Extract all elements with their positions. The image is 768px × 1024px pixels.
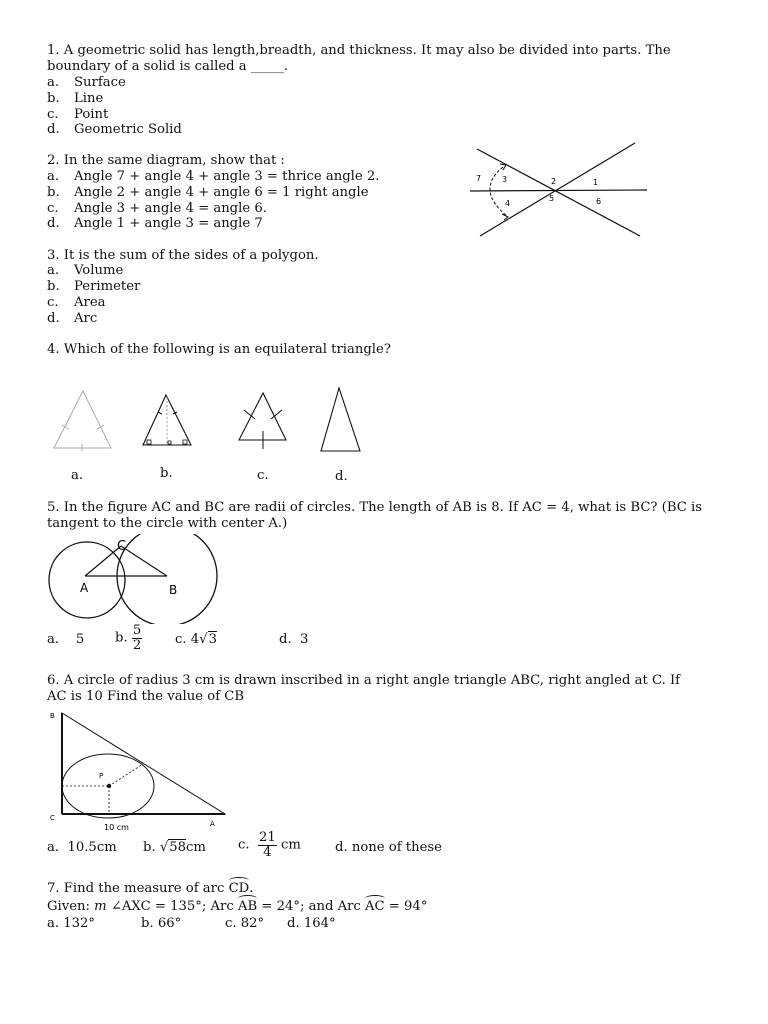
q2-option-a xyxy=(47,169,379,185)
q1-stem-line1: 1. A geometric solid has length,breadth, and thickness. It may also be divided into parts. The xyxy=(47,43,671,58)
q2-option-d xyxy=(47,216,263,232)
q1-option-b xyxy=(47,91,103,107)
q1-option-c xyxy=(47,107,108,123)
diagram-line-3 xyxy=(470,190,647,191)
option-text: Area xyxy=(74,295,106,310)
option-value: 3 xyxy=(300,632,309,647)
option-text: 132° xyxy=(63,916,96,931)
q5-option-a xyxy=(47,632,84,648)
option-text: Arc xyxy=(74,311,98,326)
given-angle: ∠AXC = 135°; Arc xyxy=(106,899,238,914)
option-letter: b. xyxy=(47,91,60,106)
fraction-numerator: 5 xyxy=(132,623,142,638)
vertex-label-b: B xyxy=(50,712,55,720)
q1-option-a xyxy=(47,75,126,91)
point-label-b: B xyxy=(169,583,178,597)
fraction-denominator: 2 xyxy=(132,638,142,653)
option-letter: a. xyxy=(47,169,60,184)
option-text: Angle 2 + angle 4 + angle 6 = 1 right angle xyxy=(74,185,369,200)
base-length-label: 10 cm xyxy=(104,823,129,832)
q6-option-c xyxy=(238,831,301,860)
fraction-denominator: 4 xyxy=(263,845,272,860)
right-angle-mark xyxy=(168,441,171,444)
option-letter: d. xyxy=(47,311,60,326)
option-text: Angle 3 + angle 4 = angle 6. xyxy=(74,201,267,216)
option-value: 5 xyxy=(75,632,85,647)
q5-option-c xyxy=(175,632,217,648)
triangle-d xyxy=(321,388,360,451)
option-letter: a. xyxy=(47,263,60,278)
given-end: = 94° xyxy=(384,899,428,914)
q6-inscribed-circle-figure xyxy=(45,707,235,835)
option-text: Angle 7 + angle 4 + angle 3 = thrice angle 2. xyxy=(74,169,380,184)
q7-given xyxy=(47,899,427,915)
arc-ab: AB xyxy=(237,899,258,914)
angle-label-4: 4 xyxy=(505,199,511,208)
circle-b xyxy=(117,534,217,624)
q7-option-a xyxy=(47,916,95,932)
option-value: none of these xyxy=(351,840,442,855)
triangle-a xyxy=(54,391,111,448)
q4-label-a: a. xyxy=(71,468,84,483)
q5-stem-line1: 5. In the figure AC and BC are radii of circles. The length of AB is 8. If AC = 4, what is BC? (BC is xyxy=(47,500,703,515)
option-letter: d. xyxy=(279,632,292,647)
center-label-p: P xyxy=(99,772,104,780)
option-letter: c. xyxy=(225,916,237,931)
point-label-c: C xyxy=(117,539,127,554)
option-text: Volume xyxy=(74,263,124,278)
q5-option-d xyxy=(279,632,308,648)
q5-stem-line2: tangent to the circle with center A.) xyxy=(47,516,288,531)
q2-intersecting-lines-diagram xyxy=(465,138,655,242)
option-text: 82° xyxy=(240,916,265,931)
right-angle-mark xyxy=(183,440,187,444)
arc-ac: AC xyxy=(364,899,385,914)
q4-triangles-figure xyxy=(48,385,368,455)
option-letter: d. xyxy=(47,216,60,231)
q3-option-d xyxy=(47,311,97,327)
angle-label-6: 6 xyxy=(596,197,602,206)
tick-mark xyxy=(271,410,282,419)
angle-label-1: 1 xyxy=(593,178,599,187)
q6-option-b xyxy=(143,840,206,856)
q6-stem-line1: 6. A circle of radius 3 cm is drawn inscribed in a right angle triangle ABC, right angled at C. If xyxy=(47,673,681,688)
q7-option-d xyxy=(287,916,336,932)
sqrt-sign-icon: √ xyxy=(199,632,208,647)
option-letter: c. xyxy=(47,295,59,310)
right-triangle xyxy=(62,713,225,814)
option-letter: b. xyxy=(143,840,156,855)
unit: cm xyxy=(186,840,206,855)
option-letter: b. xyxy=(141,916,154,931)
arc-cd: CD xyxy=(228,881,250,896)
given-mid: = 24°; and Arc xyxy=(257,899,365,914)
option-value: 10.5cm xyxy=(67,840,117,855)
sqrt-sign-icon: √ xyxy=(159,840,169,855)
q3-option-a xyxy=(47,263,123,279)
option-text: Line xyxy=(74,91,104,106)
option-letter: a. xyxy=(47,75,60,90)
option-letter: c. xyxy=(47,107,59,122)
point-label-a: A xyxy=(80,581,89,595)
radius-dashed xyxy=(109,764,143,786)
option-letter: c. xyxy=(238,837,250,853)
q2-option-b xyxy=(47,185,369,201)
q1-stem-line2: boundary of a solid is called a _____. xyxy=(47,59,288,74)
angle-label-5: 5 xyxy=(549,194,555,203)
option-letter: d. xyxy=(47,122,60,137)
option-letter: a. xyxy=(47,840,60,855)
option-letter: c. xyxy=(47,201,59,216)
coefficient: 4 xyxy=(190,632,200,647)
angle-label-3: 3 xyxy=(502,175,508,184)
option-text: Perimeter xyxy=(74,279,141,294)
angle-label-2: 2 xyxy=(551,177,557,186)
q3-option-c xyxy=(47,295,106,311)
center-point-p xyxy=(107,784,111,788)
q6-option-a xyxy=(47,840,117,856)
q7-prefix: 7. Find the measure of arc xyxy=(47,881,229,896)
radicand: 3 xyxy=(208,632,217,647)
vertex-label-a: A xyxy=(210,820,215,828)
diagram-line-2 xyxy=(480,143,635,236)
option-letter: d. xyxy=(335,840,348,855)
q7-suffix: . xyxy=(249,881,254,896)
q1-option-d xyxy=(47,122,182,138)
q7-option-c xyxy=(225,916,264,932)
q3-option-b xyxy=(47,279,140,295)
option-letter: b. xyxy=(47,279,60,294)
q5-option-b xyxy=(115,624,142,653)
q7-option-b xyxy=(141,916,181,932)
q4-label-c: c. xyxy=(257,468,269,483)
option-letter: c. xyxy=(175,632,187,647)
q3-stem: 3. It is the sum of the sides of a polygon. xyxy=(47,248,319,263)
fraction-numerator: 21 xyxy=(258,830,276,845)
option-text: Point xyxy=(74,107,109,122)
option-text: 66° xyxy=(157,916,182,931)
option-text: 164° xyxy=(303,916,336,931)
q2-option-c xyxy=(47,201,267,217)
q7-stem xyxy=(47,881,253,897)
fraction xyxy=(132,624,142,653)
option-text: Geometric Solid xyxy=(74,122,182,137)
circle-a xyxy=(49,542,125,618)
q6-option-d xyxy=(335,840,442,856)
option-letter: b. xyxy=(115,630,128,646)
option-text: Surface xyxy=(74,75,126,90)
tick-mark xyxy=(158,412,162,414)
q6-stem-line2: AC is 10 Find the value of CB xyxy=(47,689,245,704)
radicand: 58 xyxy=(169,840,187,855)
q4-label-b: b. xyxy=(160,466,173,481)
measure-symbol: m xyxy=(94,899,107,914)
option-letter: b. xyxy=(47,185,60,200)
option-letter: a. xyxy=(47,916,60,931)
q2-stem: 2. In the same diagram, show that : xyxy=(47,153,285,168)
option-letter: a. xyxy=(47,632,60,647)
option-letter: d. xyxy=(287,916,300,931)
option-text: Angle 1 + angle 3 = angle 7 xyxy=(74,216,263,231)
fraction xyxy=(258,831,277,860)
right-angle-mark xyxy=(147,440,151,444)
q4-label-d: d. xyxy=(335,469,348,484)
angle-label-7: 7 xyxy=(476,174,482,183)
segment-ac xyxy=(85,546,121,576)
q4-stem: 4. Which of the following is an equilateral triangle? xyxy=(47,342,391,357)
vertex-label-c: C xyxy=(50,814,55,822)
q5-two-circles-figure xyxy=(45,534,225,624)
unit: cm xyxy=(280,837,301,853)
given-label: Given: xyxy=(47,899,95,914)
segment-bc xyxy=(121,546,167,576)
